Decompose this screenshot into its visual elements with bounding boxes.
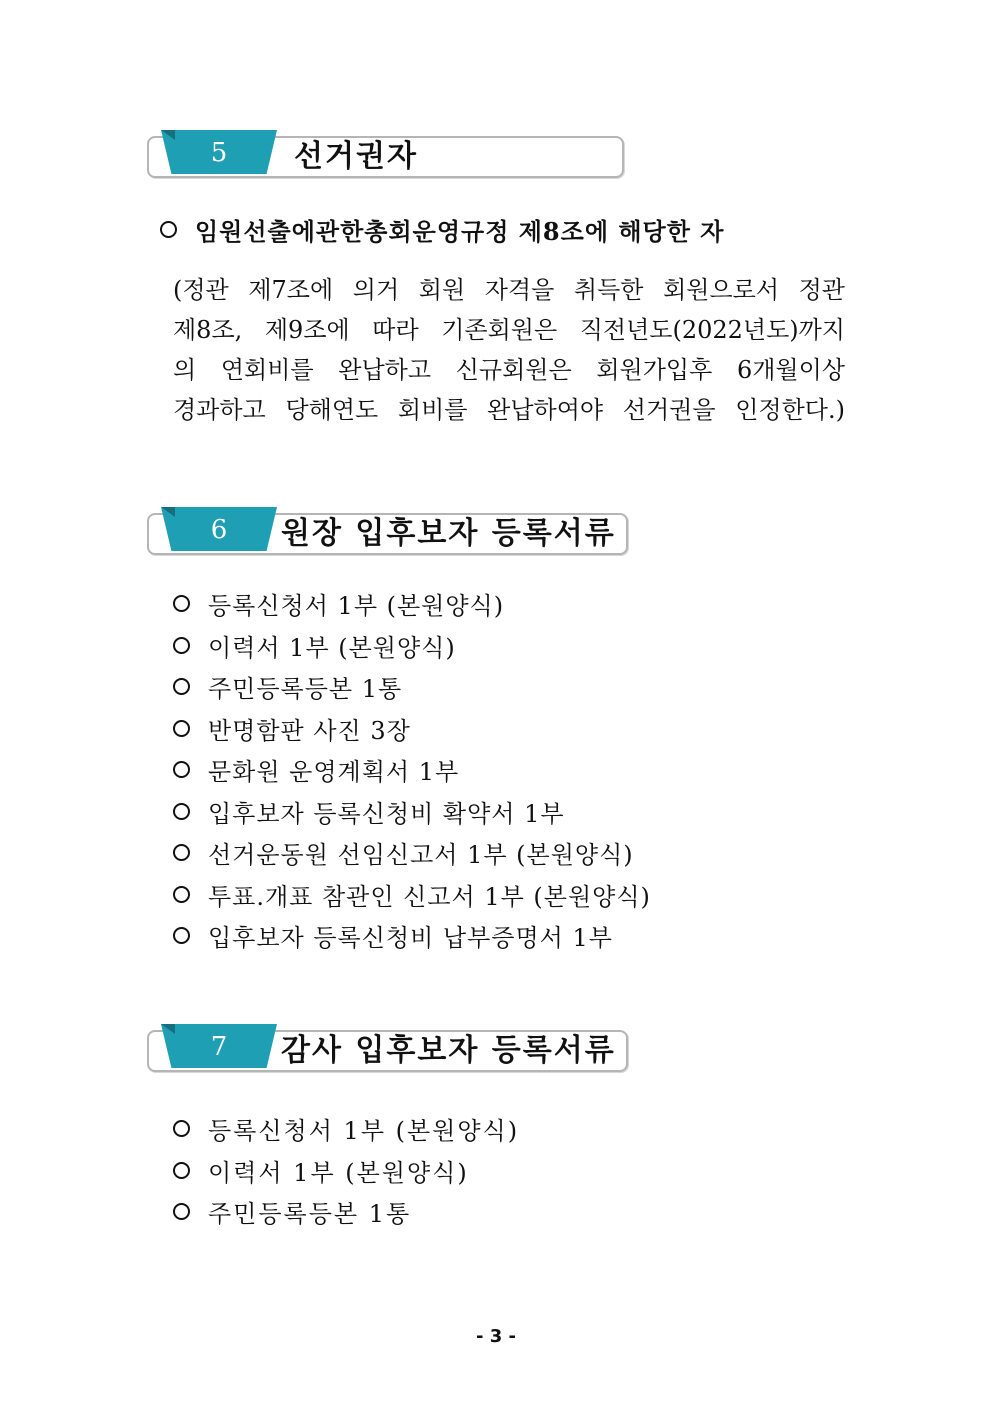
list-item-text: 선거운동원 선임신고서 1부 (본원양식) [208, 841, 634, 869]
paragraph-word: 따라 [372, 316, 419, 344]
circle-bullet-icon [173, 803, 190, 820]
paragraph-word: 자격을 [484, 276, 555, 304]
section-number: 7 [210, 1032, 228, 1062]
circle-bullet-icon [173, 886, 190, 903]
section-6-header [147, 507, 628, 555]
paragraph-word: 회비를 [397, 396, 468, 424]
list-item-text: 주민등록등본 1통 [208, 675, 403, 703]
list-item [173, 669, 651, 711]
list-item [173, 1153, 519, 1195]
circle-bullet-icon [173, 1162, 190, 1179]
list-item [173, 628, 651, 670]
circle-bullet-icon [173, 1203, 190, 1220]
paragraph-word: 제9조에 [264, 316, 350, 344]
paragraph-word: 연회비를 [220, 356, 314, 384]
paragraph-word: 회원 [418, 276, 466, 304]
paragraph-line [173, 390, 845, 430]
paragraph-line [173, 350, 845, 390]
circle-bullet-icon [173, 844, 190, 861]
paragraph-word: 완납하고 [338, 356, 432, 384]
section-7-header [147, 1024, 628, 1072]
list-item-text: 이력서 1부 (본원양식) [208, 1158, 469, 1187]
paragraph-word: 의 [173, 356, 197, 384]
list-item-text: 등록신청서 1부 (본원양식) [208, 592, 505, 620]
auditor-documents-list [173, 1111, 519, 1236]
paragraph-word: 회원가입후 [596, 356, 713, 384]
circle-bullet-icon [160, 221, 177, 238]
circle-bullet-icon [173, 595, 190, 612]
list-item [173, 877, 651, 919]
list-item [173, 752, 651, 794]
circle-bullet-icon [173, 1120, 190, 1137]
paragraph-word: 선거권을 [622, 396, 716, 424]
list-item-text: 등록신청서 1부 (본원양식) [208, 1117, 520, 1145]
list-item [173, 1111, 519, 1153]
list-item-text: 주민등록등본 1통 [208, 1200, 412, 1228]
paragraph-line [173, 310, 845, 350]
list-item [173, 918, 651, 960]
paragraph-word: 제8조, [173, 316, 243, 344]
section-number: 5 [210, 138, 228, 168]
paragraph-word: 의거 [352, 276, 400, 304]
list-item [173, 586, 651, 628]
paragraph-word: 인정한다.) [735, 396, 845, 424]
eligibility-heading [160, 212, 724, 247]
list-item-text: 입후보자 등록신청비 확약서 1부 [208, 799, 565, 828]
circle-bullet-icon [173, 761, 190, 778]
list-item-text: 입후보자 등록신청비 납부증명서 1부 [208, 924, 613, 952]
circle-bullet-icon [173, 637, 190, 654]
paragraph-word: 6개월이상 [736, 356, 845, 384]
page-number: - 3 - [476, 1326, 516, 1347]
paragraph-word: 신규회원은 [455, 356, 572, 384]
paragraph-word: 경과하고 [173, 396, 266, 424]
eligibility-heading-text: 임원선출에관한총회운영규정 제8조에 해당한 자 [195, 217, 725, 246]
section-5-header [147, 130, 624, 178]
paragraph-word: 정관 [798, 276, 845, 304]
paragraph-word: 당해연도 [285, 396, 379, 424]
list-item-text: 문화원 운영계획서 1부 [208, 758, 460, 786]
list-item [173, 794, 651, 836]
section-title: 원장 입후보자 등록서류 [281, 516, 616, 551]
list-item [173, 711, 651, 753]
paragraph-line [173, 270, 845, 310]
paragraph-word: 직전년도(2022년도)까지 [579, 316, 845, 344]
list-item-text: 반명함판 사진 3장 [208, 716, 411, 745]
list-item [173, 835, 651, 877]
paragraph-word: 완납하여야 [487, 396, 604, 424]
paragraph-word: (정관 [173, 276, 229, 304]
director-documents-list [173, 586, 651, 960]
paragraph-word: 기존회원은 [441, 316, 558, 344]
paragraph-word: 회원으로서 [663, 276, 780, 304]
paragraph-word: 제7조에 [248, 276, 334, 304]
section-number: 6 [210, 515, 228, 545]
circle-bullet-icon [173, 678, 190, 695]
list-item [173, 1194, 519, 1236]
paragraph-word: 취득한 [573, 276, 644, 304]
list-item-text: 투표.개표 참관인 신고서 1부 (본원양식) [208, 882, 651, 911]
section-title: 감사 입후보자 등록서류 [281, 1033, 616, 1068]
list-item-text: 이력서 1부 (본원양식) [208, 633, 456, 662]
eligibility-paragraph [173, 270, 845, 430]
circle-bullet-icon [173, 927, 190, 944]
circle-bullet-icon [173, 720, 190, 737]
section-title: 선거권자 [294, 139, 418, 174]
